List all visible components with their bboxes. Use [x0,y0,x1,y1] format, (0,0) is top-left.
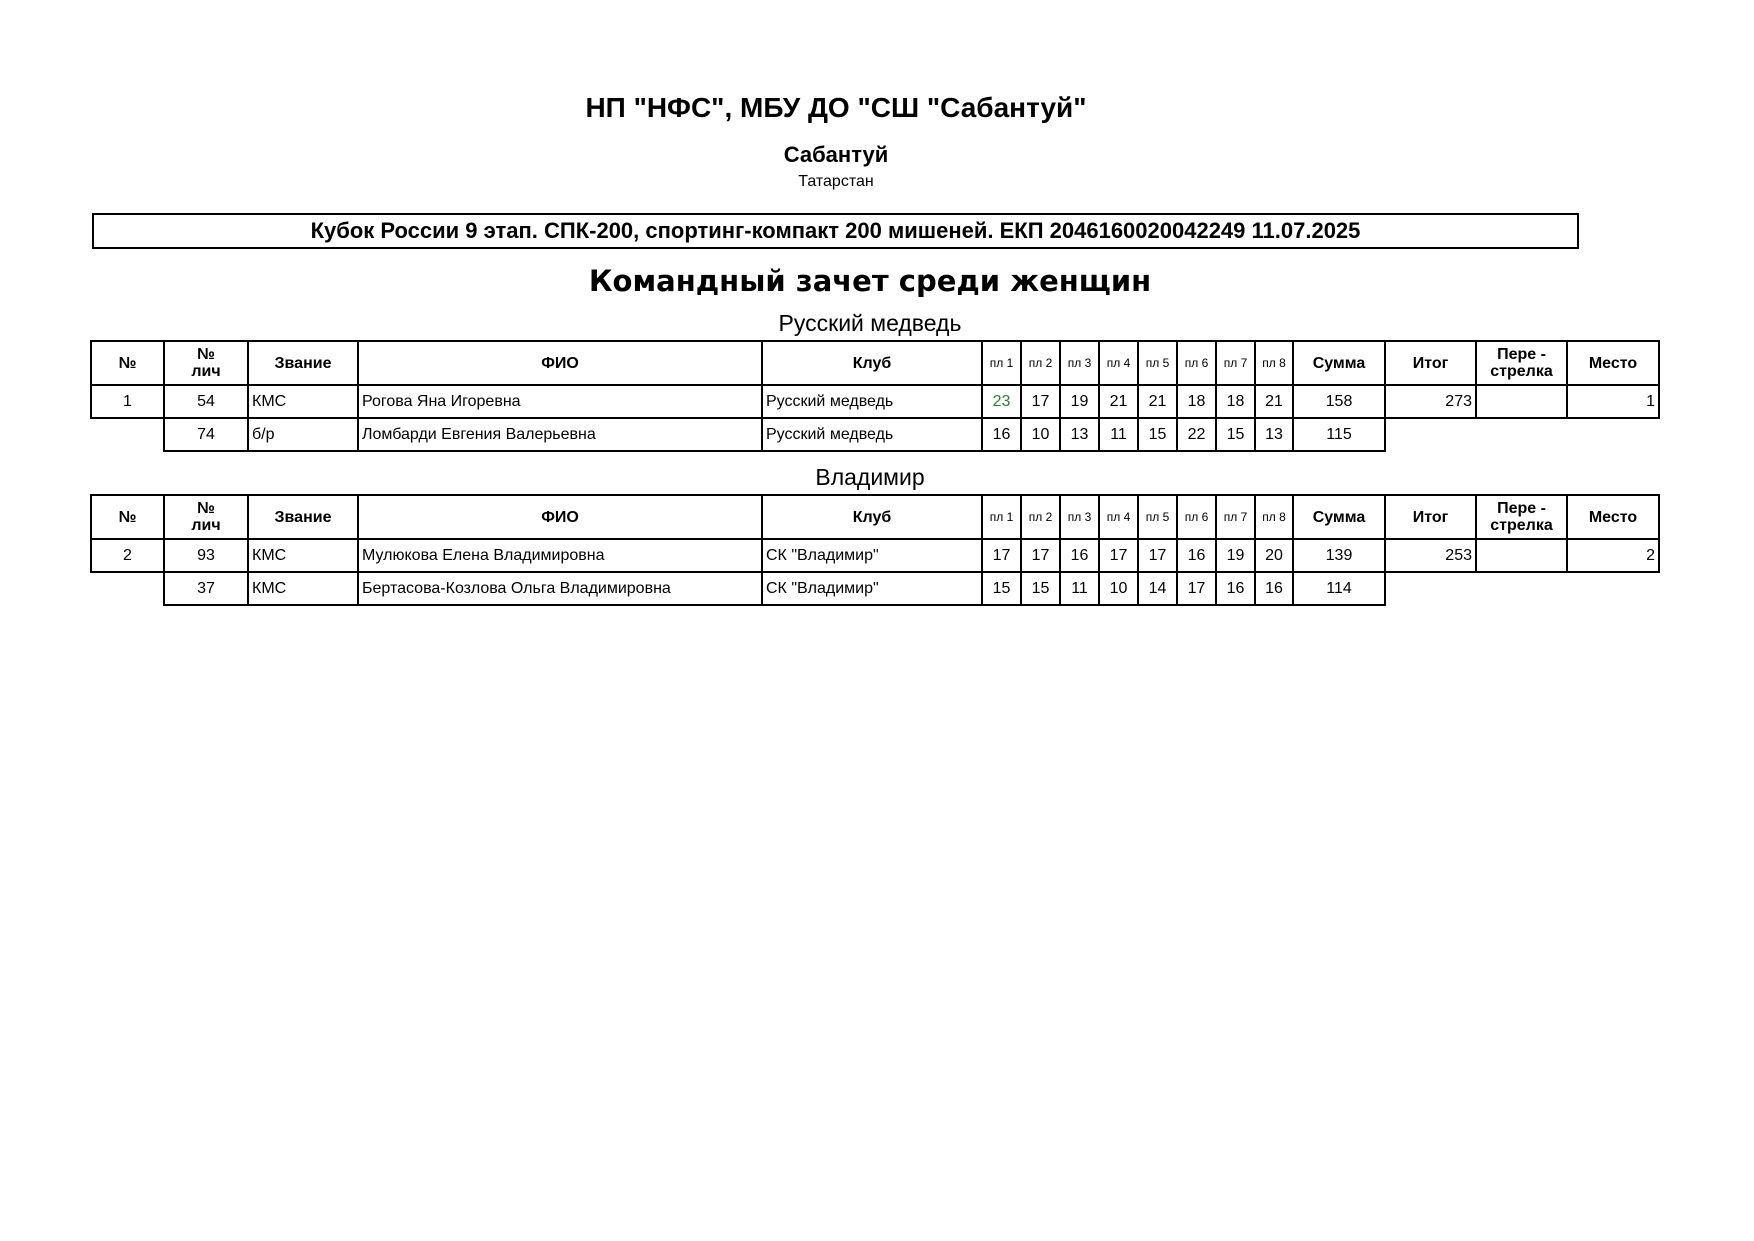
col-pl4-header: пл 4 [1099,495,1138,539]
table-header-row [91,341,1659,385]
col-sum-header: Сумма [1293,341,1385,385]
pl-score: 23 [982,385,1021,418]
col-fio-header: ФИО [358,495,762,539]
col-pl3-header: пл 3 [1060,495,1099,539]
fio: Мулюкова Елена Владимировна [358,539,762,572]
col-total-header: Итог [1385,341,1476,385]
col-num-header: № [91,341,164,385]
pl-score: 17 [1021,385,1060,418]
lich-number: 74 [164,418,248,451]
pl-score: 21 [1255,385,1293,418]
pl-score: 10 [1021,418,1060,451]
empty-cell [1567,572,1659,605]
rank: КМС [248,539,358,572]
rank: КМС [248,385,358,418]
club: Русский медведь [762,385,982,418]
col-pl4-header: пл 4 [1099,341,1138,385]
pl-score: 10 [1099,572,1138,605]
pl-score: 17 [1138,539,1177,572]
rank: б/р [248,418,358,451]
col-pl8-header: пл 8 [1255,495,1293,539]
event-title-box [92,213,1579,249]
team-results-table [90,340,1660,452]
pl-score: 15 [982,572,1021,605]
rank: КМС [248,572,358,605]
col-pl5-header: пл 5 [1138,495,1177,539]
pl-score: 16 [1177,539,1216,572]
col-shootoff-header: Пере - стрелка [1476,341,1567,385]
col-pl6-header: пл 6 [1177,341,1216,385]
pl-score: 22 [1177,418,1216,451]
pl-score: 19 [1216,539,1255,572]
lich-number: 93 [164,539,248,572]
member-sum: 158 [1293,385,1385,418]
col-club-header: Клуб [762,341,982,385]
empty-cell [1476,572,1567,605]
pl-score: 16 [982,418,1021,451]
empty-cell [1385,572,1476,605]
col-sum-header: Сумма [1293,495,1385,539]
club: Русский медведь [762,418,982,451]
fio: Ломбарди Евгения Валерьевна [358,418,762,451]
pl-score: 13 [1255,418,1293,451]
col-lich-header: № лич [164,495,248,539]
pl-score: 18 [1177,385,1216,418]
col-pl8-header: пл 8 [1255,341,1293,385]
pl-score: 13 [1060,418,1099,451]
pl-score: 11 [1099,418,1138,451]
team-name: Владимир [815,464,925,490]
pl-score: 20 [1255,539,1293,572]
col-pl7-header: пл 7 [1216,341,1255,385]
pl-score: 18 [1216,385,1255,418]
shootoff [1476,539,1567,572]
pl-score: 15 [1021,572,1060,605]
shootoff [1476,385,1567,418]
pl-score: 14 [1138,572,1177,605]
team-results-table [90,494,1660,606]
col-shootoff-header: Пере - стрелка [1476,495,1567,539]
team-number: 2 [91,539,164,572]
member-sum: 115 [1293,418,1385,451]
col-lich-header: № лич [164,341,248,385]
col-pl2-header: пл 2 [1021,495,1060,539]
club: СК "Владимир" [762,572,982,605]
pl-score: 17 [1177,572,1216,605]
team-total: 273 [1385,385,1476,418]
col-pl1-header: пл 1 [982,341,1021,385]
pl-score: 15 [1216,418,1255,451]
table-row [91,385,1659,418]
team-total: 253 [1385,539,1476,572]
pl-score: 21 [1099,385,1138,418]
section-title: Командный зачет среди женщин [588,264,1152,298]
table-header-row [91,495,1659,539]
team-name: Русский медведь [778,310,962,336]
empty-cell [1476,418,1567,451]
col-rank-header: Звание [248,341,358,385]
col-pl1-header: пл 1 [982,495,1021,539]
col-pl2-header: пл 2 [1021,341,1060,385]
pl-score: 11 [1060,572,1099,605]
col-place-header: Место [1567,495,1659,539]
region-name: Татарстан [798,173,874,190]
pl-score: 16 [1255,572,1293,605]
pl-score: 17 [1099,539,1138,572]
organizer-title: НП "НФС", МБУ ДО "СШ "Сабантуй" [585,92,1087,123]
pl-score: 16 [1216,572,1255,605]
club: СК "Владимир" [762,539,982,572]
team-place: 2 [1567,539,1659,572]
table-row [91,418,1659,451]
fio: Рогова Яна Игоревна [358,385,762,418]
col-pl3-header: пл 3 [1060,341,1099,385]
member-sum: 114 [1293,572,1385,605]
empty-cell [1385,418,1476,451]
empty-cell [91,418,164,451]
col-total-header: Итог [1385,495,1476,539]
col-club-header: Клуб [762,495,982,539]
col-fio-header: ФИО [358,341,762,385]
pl-score: 21 [1138,385,1177,418]
lich-number: 37 [164,572,248,605]
event-title: Кубок России 9 этап. СПК-200, спортинг-компакт 200 мишеней. ЕКП 2046160020042249 11.07.2025 [310,218,1361,243]
pl-score: 16 [1060,539,1099,572]
team-number: 1 [91,385,164,418]
pl-score: 19 [1060,385,1099,418]
fio: Бертасова-Козлова Ольга Владимировна [358,572,762,605]
pl-score: 17 [1021,539,1060,572]
empty-cell [1567,418,1659,451]
table-row [91,539,1659,572]
city-name: Сабантуй [783,142,889,167]
empty-cell [91,572,164,605]
col-pl6-header: пл 6 [1177,495,1216,539]
pl-score: 17 [982,539,1021,572]
member-sum: 139 [1293,539,1385,572]
lich-number: 54 [164,385,248,418]
col-pl7-header: пл 7 [1216,495,1255,539]
team-place: 1 [1567,385,1659,418]
col-pl5-header: пл 5 [1138,341,1177,385]
col-rank-header: Звание [248,495,358,539]
table-row [91,572,1659,605]
col-num-header: № [91,495,164,539]
pl-score: 15 [1138,418,1177,451]
col-place-header: Место [1567,341,1659,385]
